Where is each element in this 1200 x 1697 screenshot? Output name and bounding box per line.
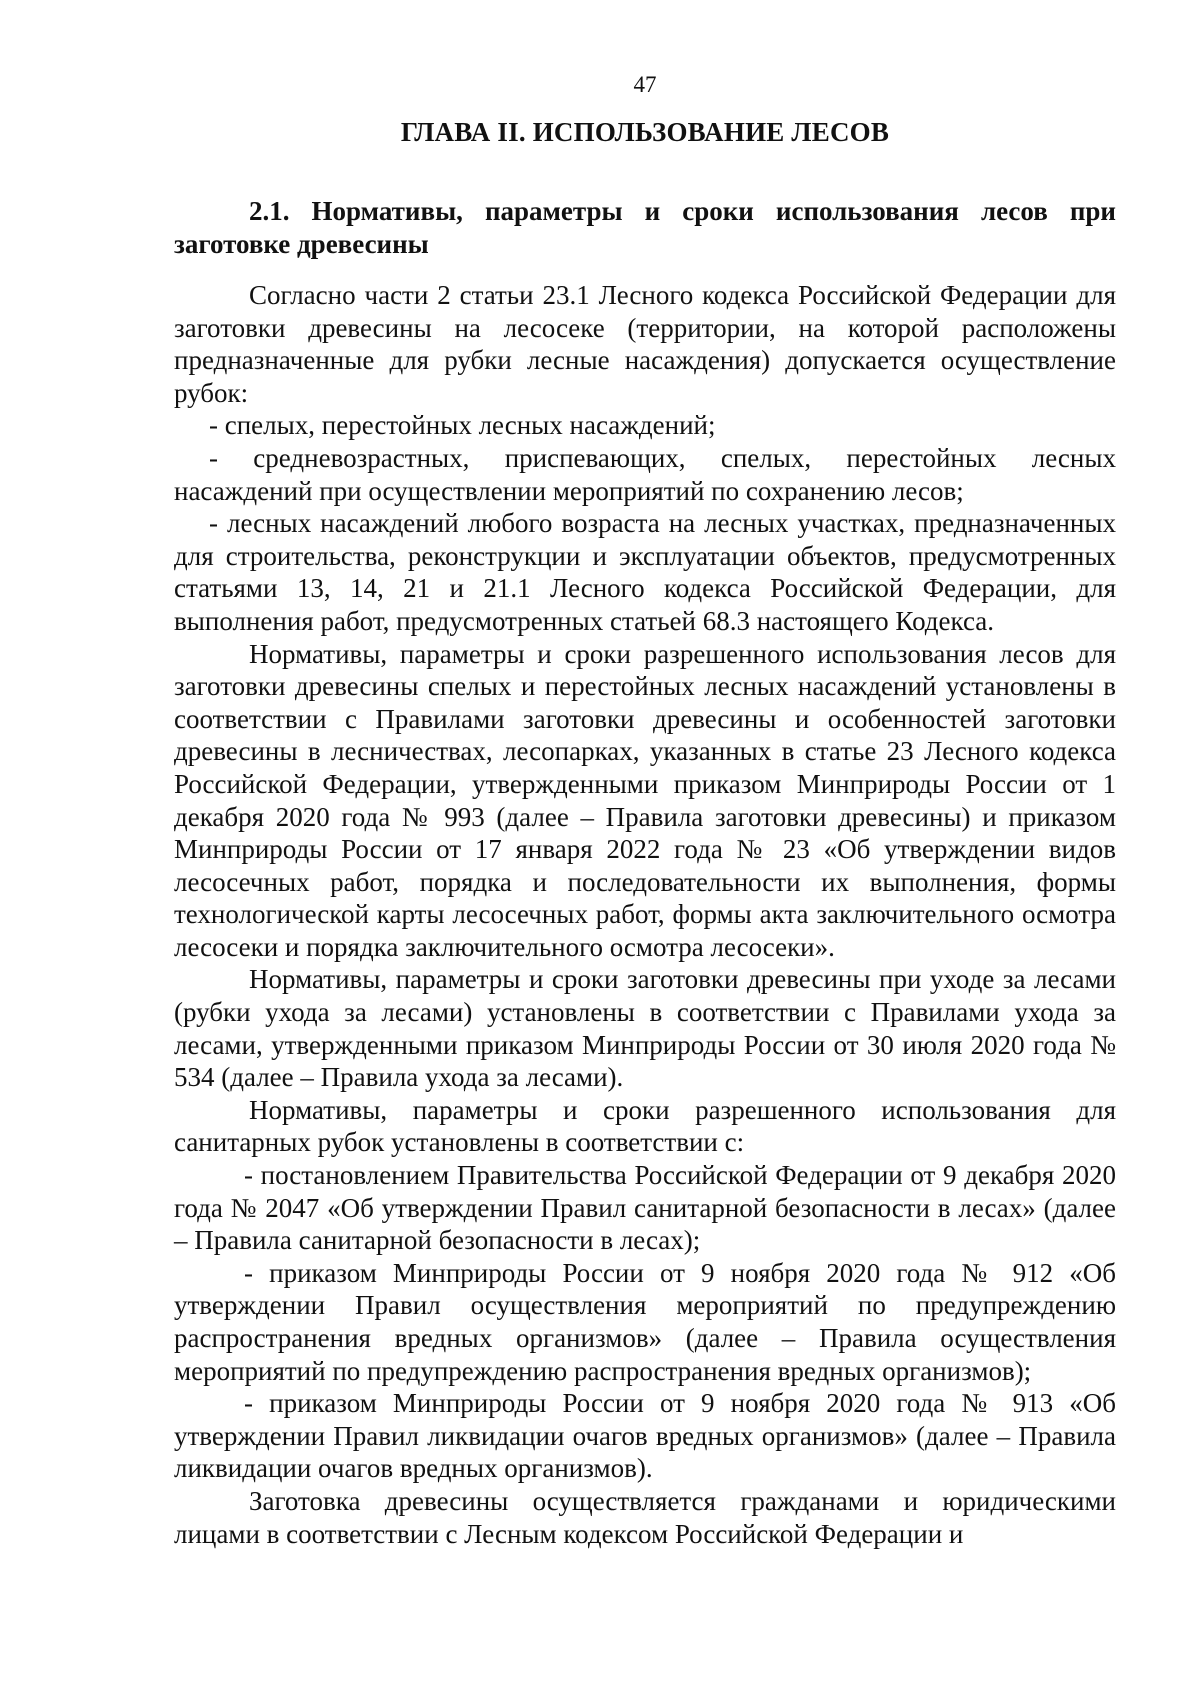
list-item: - постановлением Правительства Российской Федерации от 9 декабря 2020 года № 2047 «Об утверждении Правил санитарной безопасности в лесах» (далее – Правила санитарной безопасности в лесах); [174, 1160, 1116, 1256]
list-item: - средневозрастных, приспевающих, спелых, перестойных лесных насаждений при осуществлении мероприятий по сохранению лесов; [174, 442, 1116, 506]
paragraph: Нормативы, параметры и сроки заготовки древесины при уходе за лесами (рубки ухода за лесами) установлены в соответствии с Правилами ухода за лесами, утвержденными приказом Минприроды России от 30 июля 2020 года № 534 (далее – Правила ухода за лесами). [174, 964, 1116, 1093]
list-item: - приказом Минприроды России от 9 ноября 2020 года № 912 «Об утверждении Правил осуществления мероприятий по предупреждению распространения вредных организмов» (далее – Правила осуществления мероприятий по предупреждению распространения вредных организмов); [174, 1257, 1116, 1386]
paragraph: Заготовка древесины осуществляется гражданами и юридическими лицами в соответствии с Лесным кодексом Российской Федерации и [174, 1485, 1116, 1549]
paragraph: Нормативы, параметры и сроки разрешенного использования для санитарных рубок установлены в соответствии с: [174, 1094, 1116, 1158]
section-title: 2.1. Нормативы, параметры и сроки использования лесов при заготовке древесины [174, 196, 1116, 259]
page-number: 47 [633, 72, 657, 97]
chapter-title: ГЛАВА II. ИСПОЛЬЗОВАНИЕ ЛЕСОВ [400, 117, 890, 147]
paragraph: Нормативы, параметры и сроки разрешенного использования лесов для заготовки древесины спелых и перестойных лесных насаждений установлены в соответствии с Правилами заготовки древесины и особенностей заготовки древесины в лесничествах, лесопарках, указанных в статье 23 Лесного кодекса Российской Федерации, утвержденными приказом Минприроды России от 1 декабря 2020 года № 993 (далее – Правила заготовки древесины) и приказом Минприроды России от 17 января 2022 года № 23 «Об утверждении видов лесосечных работ, порядка и последовательности их выполнения, формы технологической карты лесосечных работ, формы акта заключительного осмотра лесосеки и порядка заключительного осмотра лесосеки». [174, 638, 1116, 962]
body-text [174, 279, 1116, 1550]
list-item: - лесных насаждений любого возраста на лесных участках, предназначенных для строительства, реконструкции и эксплуатации объектов, предусмотренных статьями 13, 14, 21 и 21.1 Лесного кодекса Российской Федерации, для выполнения работ, предусмотренных статьей 68.3 настоящего Кодекса. [174, 508, 1116, 636]
list-item: - приказом Минприроды России от 9 ноября 2020 года № 913 «Об утверждении Правил ликвидации очагов вредных организмов» (далее – Правила ликвидации очагов вредных организмов). [174, 1388, 1116, 1484]
list-item: - спелых, перестойных лесных насаждений; [209, 410, 716, 441]
paragraph: Согласно части 2 статьи 23.1 Лесного кодекса Российской Федерации для заготовки древесины на лесосеке (территории, на которой расположены предназначенные для рубки лесные насаждения) допускается осуществление рубок: [174, 280, 1116, 408]
